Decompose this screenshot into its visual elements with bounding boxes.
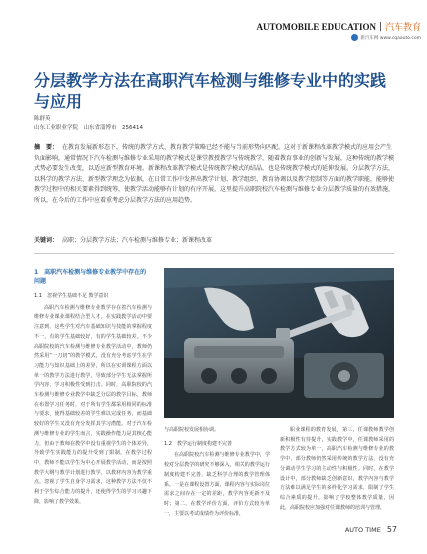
article-title: 分层教学方法在高职汽车检测与维修专业中的实践与应用 <box>34 71 387 111</box>
column-2 <box>164 426 270 519</box>
divider <box>34 253 394 254</box>
author: 陈群英 <box>34 116 51 122</box>
column-2-paragraph: 在高职院校汽车检测与维修专业教学中，学校对分层教学的研究不够深入，相关的教学运行制度构建不完善，缺乏科学合理的教学管理体系。一是在课程设置方面，课程内容与实际岗位需求之间存在一定的差距，教学内容更新不及时；第二，在教学评价方面，评价方式较为单一，主要以考试成绩作为评价标准， <box>164 452 270 517</box>
column-1 <box>34 268 152 507</box>
magazine-site <box>351 34 421 41</box>
column-3-paragraph: 职业课程的教育发展，第三，任课教师教学创新积极性有待提升，实践教学中，任课教师采用的教学方式较为单一，高职汽车检测与维修专业的教学中，部分教师仍然采用传统的教学方法，没有充分调动学生学习的主动性与积极性。同时，在教学设计中，部分教师缺乏创新意识，教学内容与教学方法难以满足学生的多样化学习需求，限制了学生综合素质的提升，影响了学校整体教学质量，因此，高职院校应加强对任课教师的培训与管理。 <box>280 427 394 511</box>
subsection-1-1-heading: 1.1 忽视学生基础不足 教学意识 <box>34 293 109 299</box>
magazine-title: AUTOMOBILE EDUCATION｜汽车教育 <box>256 22 421 33</box>
footer-label: AUTO TIME <box>344 526 381 534</box>
magazine-logo-icon <box>351 34 358 41</box>
magazine-title-en: AUTOMOBILE EDUCATION <box>256 22 376 32</box>
subsection-1-2-heading: 1.2 教学运行制度构建不完善 <box>164 440 232 447</box>
column-1-paragraph: 高职汽车检测与维修专业教学存在着汽车检测与维修专业课业课程结合型人才。在实践教学活动中要注意到，这些学生对汽车基础知识与技能的掌握程度不一，有的学生基础较好，有的学生基础较差。不少高职院校的汽车检测与维修专业教学活动中，教师仍然采用“一刀切”的教学模式，没有充分考虑学生在学习能力与知识基础上的差异，所以在实训课程方面以单一的教学方法进行教学，导致部分学生无法掌握所学内容，学习积极性受到打击。同时，高职院校的汽车检测与维修专业教学中缺乏分层的教学目标，教师在布置学习任务时，对于所有学生都采用相同的标准与要求，使得基础较差的学生难以完成任务，而基础较好的学生又没有充分发挥其学习潜能。对于汽车检测与维修专业的学生而言，实践操作能力是其核心能力，但由于教师在教学中没有重视学生的个体差异，导致学生实践能力的提升受到了限制。在教学过程中，教师不能以学生为中心开展教学活动，而是按照教学大纲与教学计划进行教学，以教材内容为教学重点，忽视了学生自身学习需求，这种教学方法不仅不利于学生综合能力的提升，还使得学生的学习兴趣下降，影响了教学效果。 <box>34 304 152 505</box>
abstract-text: 在教育发展新形态下，传统的教学方式、教育教学策略已经不能与当前形势向匹配，这对于新课程改革教学模式的应用会产生负面影响，通常情况下汽车检测与维修专业采用的教学模式是课堂教授教学与传统教学，随着教育事业的创新与发展，这种传统的教学模式势必要发生改变，以适应新型教育环境。新课程改革教学模式是传统教学模式的结晶，也是传统教学模式的延伸发展。分层教学方法，以科学的教学方法、新型教学理念为依据，在日常工作中发挥出教学计划、教学组织、教育协调以及教学控制等方面的教学职能，能够使教学过程中的相关要素得到统筹，使教学活动能够有计划的有序开展，这里提升高职院校汽车检测与维修专业分层教学质量的有效措施，所以，在今后的工作中应着重考虑分层教学方法的应用趋势。 <box>34 144 395 204</box>
keywords-label: 关键词： <box>34 237 59 244</box>
engine-repair-photo <box>164 268 394 418</box>
column-3 <box>280 426 394 513</box>
page-footer <box>345 525 397 534</box>
section-1-heading: 1 高职汽车检测与维修专业教学中存在的问题 <box>34 269 147 285</box>
magazine-site-text: 新汽车网 www.cqaauto.com <box>360 36 421 41</box>
keywords-text: 高职；分层教学方法；汽车检测与维修专业；新课程改革 <box>62 237 213 244</box>
column-2-top-line: 与高职院校发展相协调。 <box>164 427 220 433</box>
magazine-title-cn: 汽车教育 <box>384 23 421 33</box>
abstract <box>34 143 394 207</box>
page-number: 57 <box>386 525 397 534</box>
keywords <box>34 235 394 244</box>
affiliation: 山东工业职业学院 山东省淄博市 256414 <box>34 125 143 131</box>
abstract-label: 摘 要： <box>34 144 59 151</box>
engine-repair-illustration <box>164 268 394 418</box>
